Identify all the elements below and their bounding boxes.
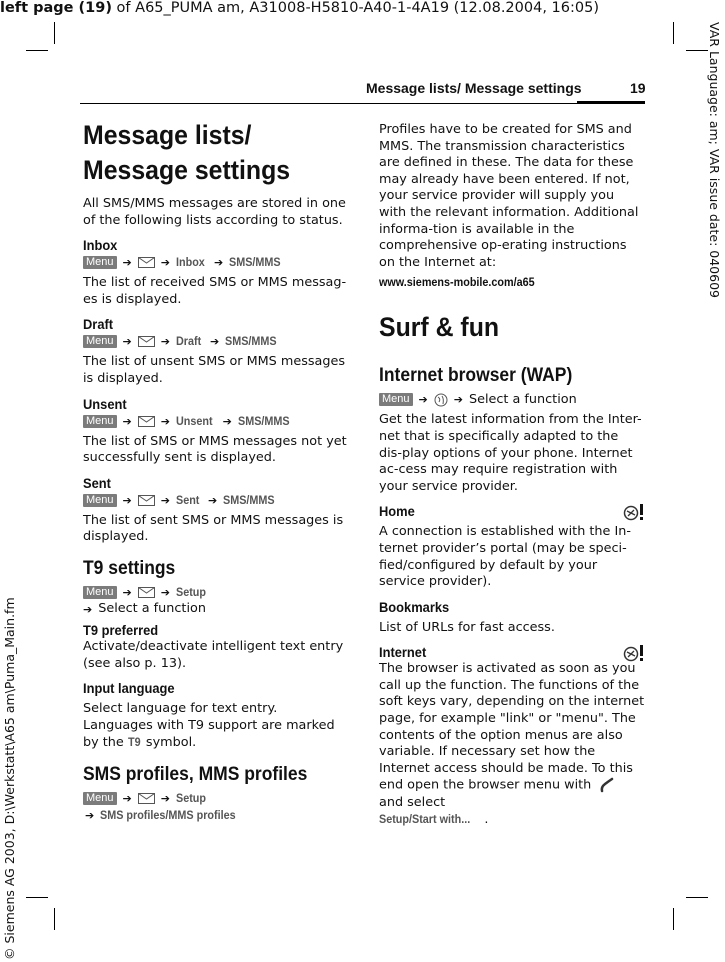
t9-path: Menu ➔ ➔ Setup	[83, 584, 349, 601]
arrow-icon: ➔	[83, 602, 93, 616]
var-language-note: VAR Language: am; VAR issue date: 040609	[707, 22, 722, 298]
arrow-icon: ➔	[418, 393, 428, 407]
sent-path: Menu ➔ ➔ Sent ➔ SMS/MMS	[83, 492, 349, 509]
arrow-icon: ➔	[160, 585, 170, 599]
envelope-icon	[138, 495, 155, 506]
unsent-heading: Unsent	[83, 395, 127, 412]
arrow-icon: ➔	[122, 493, 132, 507]
crop-mark	[673, 22, 674, 44]
t9-preferred-text: Activate/deactivate intelligent text entry (see also p. 13).	[83, 638, 344, 671]
arrow-icon: ➔	[122, 585, 132, 599]
file-info-line	[0, 0, 599, 16]
crop-mark	[54, 908, 55, 930]
section-title-line2: Message settings	[83, 155, 291, 185]
internet-row	[379, 644, 645, 661]
envelope-icon	[138, 257, 155, 268]
page-number: 19	[630, 80, 646, 96]
surf-fun-title: Surf & fun	[379, 312, 500, 343]
section-title-line1: Message lists/	[83, 120, 252, 150]
home-text: A connection is established with the In-ternet provider’s portal (may be speci-fied/configured by default by your service provider).	[379, 524, 631, 590]
home-heading: Home	[379, 503, 415, 520]
website-url: www.siemens-mobile.com/a65	[379, 275, 535, 290]
home-row	[379, 503, 645, 520]
input-language-heading: Input language	[83, 680, 175, 697]
crop-mark	[673, 908, 674, 930]
profiles-path-2: ➔ SMS profiles/MMS profiles	[85, 807, 236, 822]
profiles-heading: SMS profiles, MMS profiles	[83, 763, 308, 785]
menu-key: Menu	[83, 335, 117, 348]
menu-key: Menu	[83, 586, 117, 599]
arrow-icon: ➔	[122, 414, 132, 428]
bookmarks-heading: Bookmarks	[379, 598, 450, 615]
left-column	[83, 118, 349, 824]
inbox-path: Menu ➔ ➔ Inbox ➔ SMS/MMS	[83, 254, 349, 271]
input-language-text: Select language for text entry. Languages with T9 support are marked by the T9 symbol.	[83, 701, 335, 751]
arrow-icon: ➔	[160, 414, 170, 428]
unsent-text: The list of SMS or MMS messages not yet successfully sent is displayed.	[83, 433, 347, 466]
menu-key: Menu	[83, 415, 117, 428]
draft-path: Menu ➔ ➔ Draft ➔ SMS/MMS	[83, 333, 349, 350]
crop-mark	[54, 22, 55, 44]
provider-dependent-icon	[623, 503, 645, 521]
menu-key: Menu	[379, 393, 413, 406]
profiles-path: Menu ➔ ➔ Setup	[83, 790, 349, 807]
unsent-path: Menu ➔ ➔ Unsent ➔ SMS/MMS	[83, 413, 349, 430]
crop-mark	[26, 50, 48, 51]
inbox-heading: Inbox	[83, 237, 118, 254]
envelope-icon	[138, 416, 155, 427]
arrow-icon: ➔	[207, 493, 218, 507]
arrow-icon: ➔	[160, 256, 170, 270]
arrow-icon: ➔	[160, 335, 170, 349]
browser-text: Get the latest information from the Inter-net that is specifically adapted to the dis-play options of your phone. Internet ac-cess may require registration with your service provider.	[379, 412, 642, 494]
right-column	[379, 122, 645, 829]
file-info-prefix: left page (19)	[0, 0, 112, 16]
inbox-text: The list of received SMS or MMS messag-es is displayed.	[83, 275, 347, 307]
header-rule-thick	[577, 101, 645, 104]
profiles-text: Profiles have to be created for SMS and MMS. The transmission characteristics are defined in these. The data for these may already have been entered. If not, your service provider will supply you with the relevant information. Additional informa-tion is available in the comprehensive op-erating instructions on the Internet at:	[379, 122, 639, 270]
provider-dependent-icon	[623, 644, 645, 662]
setup-start-key: Setup/Start with...	[379, 812, 471, 827]
menu-key: Menu	[83, 494, 117, 507]
globe-icon	[434, 393, 448, 407]
t9-preferred-heading: T9 preferred	[83, 621, 159, 638]
arrow-icon: ➔	[213, 256, 224, 270]
envelope-icon	[138, 793, 155, 804]
arrow-icon: ➔	[122, 791, 132, 805]
arrow-icon: ➔	[122, 256, 132, 270]
internet-text: The browser is activated as soon as you call up the function. The functions of the soft keys vary, depending on the internet page, for example "link" or "menu". The contents of the option menus are also variable. If necessary set how the Internet access should be made. To this end open the browser menu with and select Setup/Start with... .	[379, 661, 645, 828]
menu-key: Menu	[83, 256, 117, 269]
sent-heading: Sent	[83, 474, 111, 491]
menu-key: Menu	[83, 792, 117, 805]
header-rule	[80, 103, 577, 104]
t9-settings-heading: T9 settings	[83, 557, 176, 579]
envelope-icon	[138, 587, 155, 598]
t9-symbol: T9	[127, 735, 141, 750]
crop-mark	[686, 897, 708, 898]
arrow-icon: ➔	[160, 791, 170, 805]
intro-text: All SMS/MMS messages are stored in one of the following lists according to status.	[83, 196, 346, 228]
t9-select-line: ➔ Select a function	[83, 601, 206, 617]
arrow-icon: ➔	[209, 335, 220, 349]
arrow-icon: ➔	[122, 335, 132, 349]
internet-heading: Internet	[379, 644, 427, 661]
draft-heading: Draft	[83, 316, 114, 333]
arrow-icon: ➔	[160, 493, 170, 507]
arrow-icon: ➔	[453, 393, 463, 407]
browser-path: Menu ➔ ➔ Select a function	[379, 391, 645, 408]
draft-text: The list of unsent SMS or MMS messages is displayed.	[83, 354, 346, 386]
running-header-title: Message lists/ Message settings	[366, 80, 582, 96]
internet-browser-heading: Internet browser (WAP)	[379, 365, 573, 387]
phone-call-icon	[599, 777, 617, 793]
sent-text: The list of sent SMS or MMS messages is displayed.	[83, 512, 344, 545]
bookmarks-text: List of URLs for fast access.	[379, 619, 555, 635]
copyright-note: © Siemens AG 2003, D:\Werkstatt\A65 am\Puma_Main.fm	[2, 597, 17, 960]
crop-mark	[26, 897, 48, 898]
envelope-icon	[138, 336, 155, 347]
arrow-icon: ➔	[85, 808, 95, 822]
file-info-rest: of A65_PUMA am, A31008-H5810-A40-1-4A19 (12.08.2004, 16:05)	[111, 0, 599, 16]
arrow-icon: ➔	[222, 414, 232, 428]
